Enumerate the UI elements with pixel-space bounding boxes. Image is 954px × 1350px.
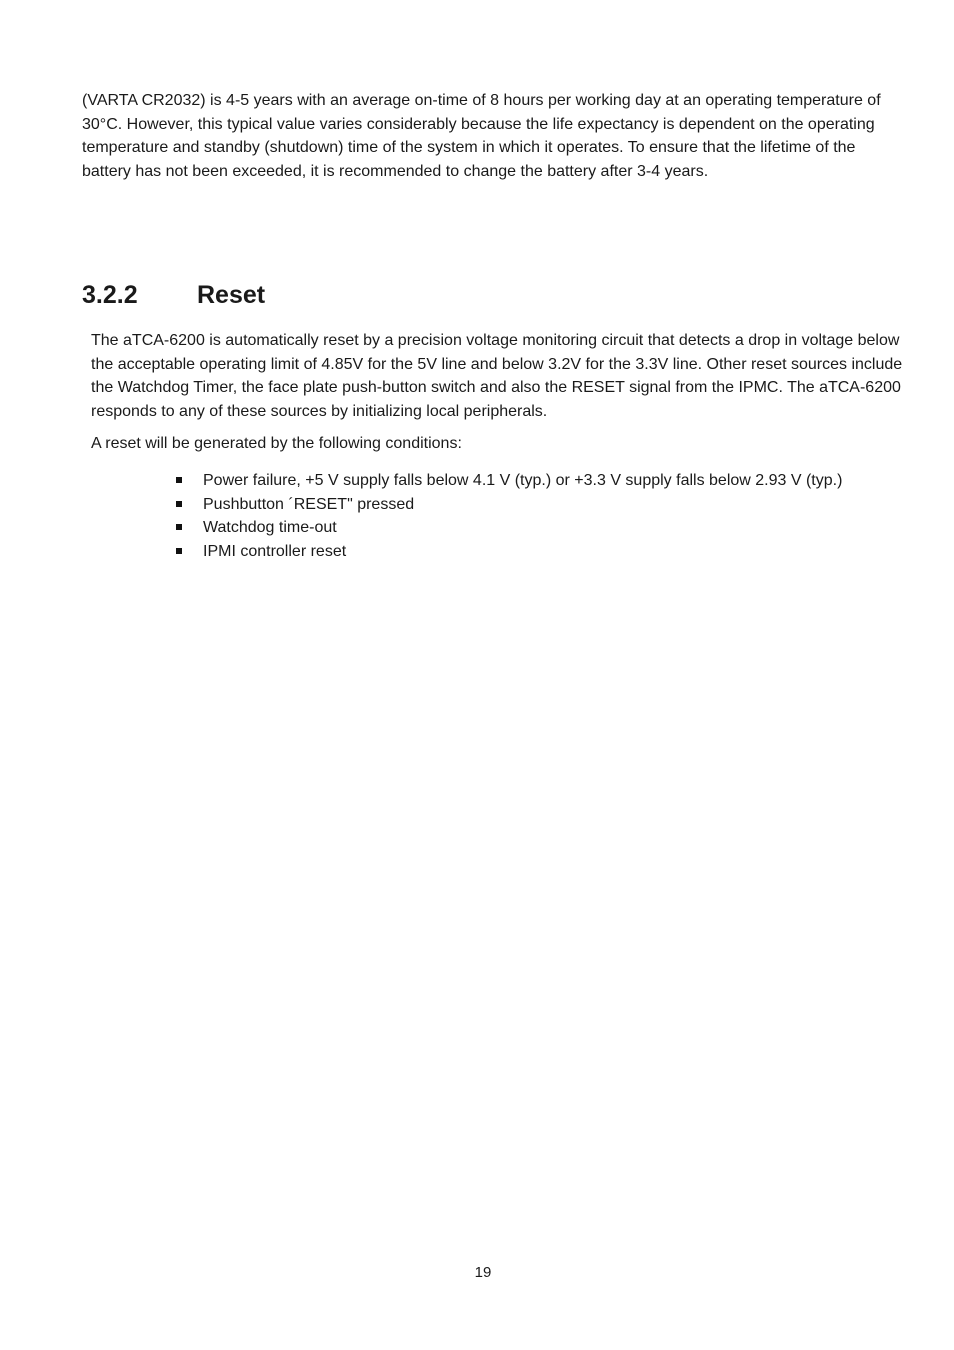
list-item-text: IPMI controller reset	[203, 542, 347, 560]
square-bullet-icon	[176, 501, 182, 507]
reset-conditions-list	[174, 469, 914, 563]
section-title: Reset	[197, 281, 266, 309]
list-item	[174, 516, 914, 540]
square-bullet-icon	[176, 524, 182, 530]
list-item	[174, 493, 914, 517]
section-number: 3.2.2	[82, 281, 138, 309]
list-item-text: Watchdog time-out	[203, 519, 337, 537]
list-item-text: Power failure, +5 V supply falls below 4.1 V (typ.) or +3.3 V supply falls below 2.93 V (typ.)	[203, 472, 843, 489]
square-bullet-icon	[176, 548, 182, 554]
list-item	[174, 469, 914, 493]
list-item	[174, 540, 914, 564]
reset-description-paragraph: The aTCA-6200 is automatically reset by a precision voltage monitoring circuit that detects a drop in voltage below the acceptable operating limit of 4.85V for the 5V line and below 3.2V for the 3.3V line. Other reset sources include the Watchdog Timer, the face plate push-button switch and also the RESET signal from the IPMC. The aTCA-6200 responds to any of these sources by initializing local peripherals.	[91, 332, 903, 420]
square-bullet-icon	[176, 477, 182, 483]
section-heading	[82, 279, 265, 311]
intro-paragraph: (VARTA CR2032) is 4-5 years with an average on-time of 8 hours per working day at an operating temperature of 30°C. However, this typical value varies considerably because the life expectancy is dependent on the operating temperature and standby (shutdown) time of the system in which it operates. To ensure that the lifetime of the battery has not been exceeded, it is recommended to change the battery after 3-4 years.	[82, 92, 881, 180]
list-item-text: Pushbutton ´RESET" pressed	[203, 495, 415, 513]
reset-conditions-intro: A reset will be generated by the following conditions:	[91, 435, 462, 452]
page-number: 19	[474, 1264, 492, 1281]
